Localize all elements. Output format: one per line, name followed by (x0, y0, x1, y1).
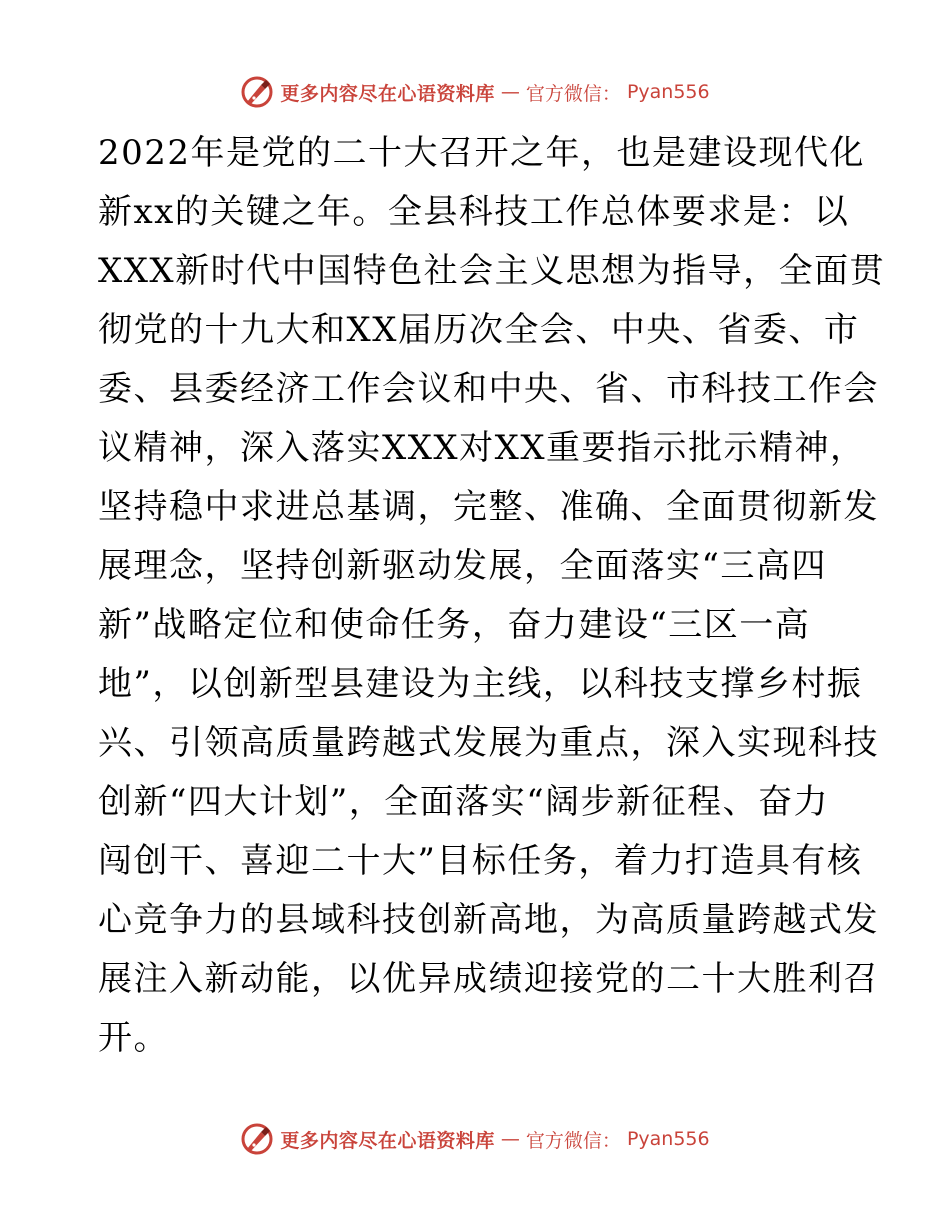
banner-slogan: 更多内容尽在心语资料库 (280, 82, 495, 105)
pen-nib-logo-icon (240, 1122, 274, 1156)
paragraph-line: 开。 (98, 1018, 169, 1058)
paragraph-line: 展理念，坚持创新驱动发展，全面落实“三高四 (98, 546, 827, 586)
paragraph-line: 2022年是党的二十大召开之年，也是建设现代化 (98, 133, 866, 173)
banner-dash: — (500, 81, 520, 103)
paragraph-line: 彻党的十九大和XX届历次全会、中央、省委、市 (98, 310, 860, 350)
body-paragraph (98, 124, 886, 1068)
paragraph-line: 地”，以创新型县建设为主线，以科技支撑乡村振 (98, 664, 863, 704)
paragraph-line: 新”战略定位和使命任务，奋力建设“三区一高 (98, 605, 811, 645)
paragraph-line: 坚持稳中求进总基调，完整、准确、全面贯彻新发 (98, 487, 879, 527)
paragraph-line: 闯创干、喜迎二十大”目标任务，着力打造具有核 (98, 841, 863, 881)
header-banner (0, 72, 950, 112)
banner-wechat-id: Pyan556 (626, 81, 710, 103)
banner-wechat-label: 官方微信： (525, 82, 621, 105)
banner-wechat-id: Pyan556 (626, 1128, 710, 1150)
paragraph-line: 创新“四大计划”，全面落实“阔步新征程、奋力 (98, 782, 830, 822)
paragraph-line: XXX新时代中国特色社会主义思想为指导，全面贯 (98, 251, 886, 291)
banner-wechat-label: 官方微信： (525, 1129, 621, 1152)
banner-dash: — (500, 1128, 520, 1150)
paragraph-line: 委、县委经济工作会议和中央、省、市科技工作会 (98, 369, 879, 409)
paragraph-line: 展注入新动能，以优异成绩迎接党的二十大胜利召 (98, 959, 879, 999)
banner-slogan: 更多内容尽在心语资料库 (280, 1129, 495, 1152)
footer-banner (0, 1119, 950, 1159)
pen-nib-logo-icon (240, 75, 274, 109)
paragraph-line: 兴、引领高质量跨越式发展为重点，深入实现科技 (98, 723, 879, 763)
paragraph-line: 议精神，深入落实XXX对XX重要指示批示精神， (98, 428, 866, 468)
paragraph-line: 新xx的关键之年。全县科技工作总体要求是：以 (98, 192, 850, 232)
paragraph-line: 心竞争力的县域科技创新高地，为高质量跨越式发 (98, 900, 879, 940)
